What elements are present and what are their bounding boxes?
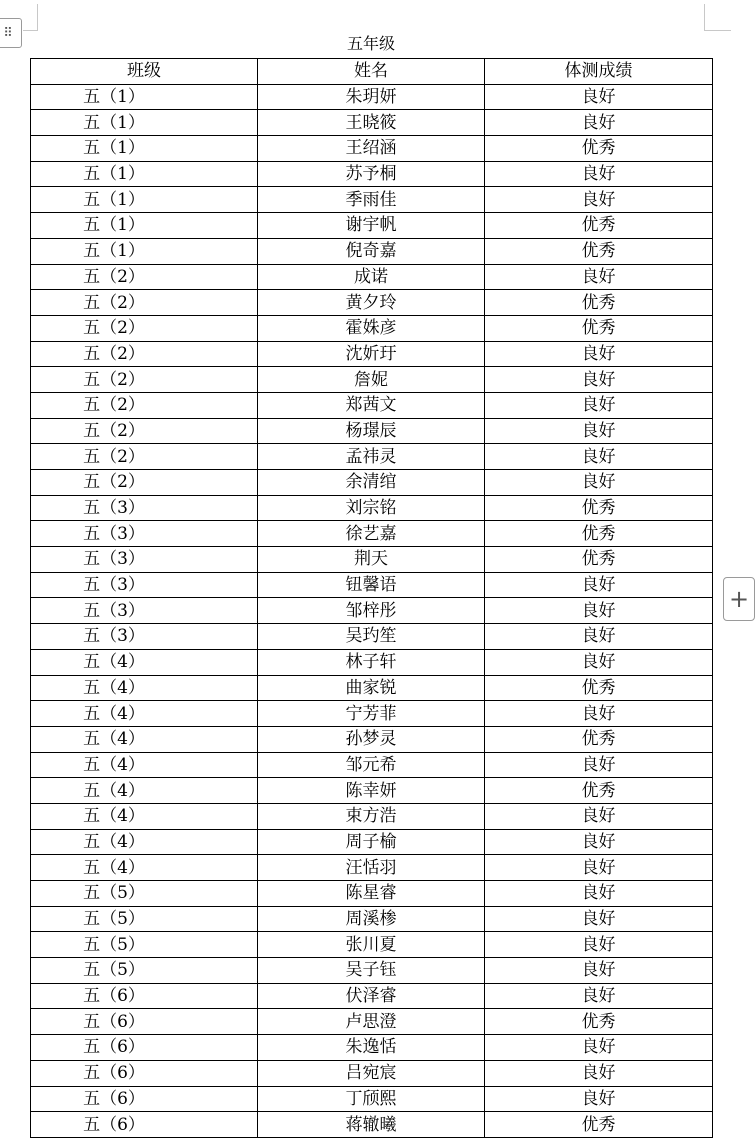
score-cell: 良好 [485, 829, 713, 855]
table-row [31, 341, 713, 367]
table-row [31, 470, 713, 496]
class-cell: 五（1） [31, 84, 258, 110]
class-cell: 五（1） [31, 187, 258, 213]
name-cell: 刘宗铭 [258, 495, 485, 521]
score-cell: 良好 [485, 392, 713, 418]
class-cell: 五（3） [31, 547, 258, 573]
score-cell: 优秀 [485, 726, 713, 752]
table-row [31, 778, 713, 804]
table-row [31, 213, 713, 239]
name-cell: 宁芳菲 [258, 701, 485, 727]
name-cell: 吴玓笙 [258, 624, 485, 650]
score-cell: 良好 [485, 418, 713, 444]
table-row [31, 701, 713, 727]
table-row [31, 726, 713, 752]
table-row [31, 290, 713, 316]
name-cell: 蒋辙曦 [258, 1112, 485, 1138]
table-row [31, 1035, 713, 1061]
score-table [30, 58, 713, 1138]
class-cell: 五（3） [31, 598, 258, 624]
class-cell: 五（2） [31, 315, 258, 341]
class-cell: 五（3） [31, 495, 258, 521]
score-cell: 良好 [485, 264, 713, 290]
score-cell: 良好 [485, 341, 713, 367]
class-cell: 五（6） [31, 1009, 258, 1035]
class-cell: 五（4） [31, 752, 258, 778]
score-cell: 优秀 [485, 495, 713, 521]
class-cell: 五（2） [31, 264, 258, 290]
page-corner-mark-left [23, 4, 38, 31]
table-row [31, 161, 713, 187]
name-cell: 季雨佳 [258, 187, 485, 213]
table-row [31, 418, 713, 444]
class-cell: 五（6） [31, 1086, 258, 1112]
class-cell: 五（6） [31, 1112, 258, 1138]
score-cell: 良好 [485, 752, 713, 778]
score-cell: 良好 [485, 803, 713, 829]
name-cell: 黄夕玲 [258, 290, 485, 316]
name-cell: 陈星睿 [258, 881, 485, 907]
table-row [31, 958, 713, 984]
table-row [31, 572, 713, 598]
table-row [31, 752, 713, 778]
table-row [31, 906, 713, 932]
class-cell: 五（1） [31, 213, 258, 239]
score-cell: 良好 [485, 701, 713, 727]
table-row [31, 547, 713, 573]
header-class: 班级 [31, 59, 258, 85]
score-cell: 良好 [485, 572, 713, 598]
header-score: 体测成绩 [485, 59, 713, 85]
class-cell: 五（6） [31, 983, 258, 1009]
name-cell: 余清绾 [258, 470, 485, 496]
score-cell: 良好 [485, 470, 713, 496]
name-cell: 郑茜文 [258, 392, 485, 418]
score-cell: 良好 [485, 906, 713, 932]
table-row [31, 624, 713, 650]
name-cell: 杨璟辰 [258, 418, 485, 444]
score-cell: 良好 [485, 367, 713, 393]
score-cell: 优秀 [485, 290, 713, 316]
table-row [31, 1086, 713, 1112]
score-cell: 良好 [485, 84, 713, 110]
score-cell: 优秀 [485, 213, 713, 239]
table-row [31, 521, 713, 547]
name-cell: 周溪椮 [258, 906, 485, 932]
class-cell: 五（6） [31, 1035, 258, 1061]
table-title: 五年级 [346, 34, 395, 53]
score-cell: 优秀 [485, 547, 713, 573]
name-cell: 孟祎灵 [258, 444, 485, 470]
table-row [31, 649, 713, 675]
score-cell: 良好 [485, 881, 713, 907]
score-cell: 良好 [485, 110, 713, 136]
table-row [31, 983, 713, 1009]
name-cell: 张川夏 [258, 932, 485, 958]
class-cell: 五（4） [31, 803, 258, 829]
table-row [31, 264, 713, 290]
class-cell: 五（2） [31, 290, 258, 316]
name-cell: 吴子钰 [258, 958, 485, 984]
page-corner-mark-right [704, 4, 731, 31]
score-cell: 良好 [485, 958, 713, 984]
score-cell: 优秀 [485, 238, 713, 264]
class-cell: 五（5） [31, 958, 258, 984]
table-row [31, 1060, 713, 1086]
name-cell: 霍姝彦 [258, 315, 485, 341]
name-cell: 林子轩 [258, 649, 485, 675]
class-cell: 五（5） [31, 906, 258, 932]
score-cell: 良好 [485, 1035, 713, 1061]
name-cell: 邹元希 [258, 752, 485, 778]
class-cell: 五（4） [31, 726, 258, 752]
name-cell: 成诺 [258, 264, 485, 290]
score-cell: 良好 [485, 444, 713, 470]
score-cell: 优秀 [485, 521, 713, 547]
score-cell: 优秀 [485, 778, 713, 804]
name-cell: 丁颀熙 [258, 1086, 485, 1112]
class-cell: 五（5） [31, 932, 258, 958]
score-cell: 良好 [485, 649, 713, 675]
score-cell: 良好 [485, 187, 713, 213]
name-cell: 汪恬羽 [258, 855, 485, 881]
name-cell: 吕宛宸 [258, 1060, 485, 1086]
name-cell: 曲家锐 [258, 675, 485, 701]
table-row [31, 84, 713, 110]
table-row [31, 803, 713, 829]
table-row [31, 495, 713, 521]
class-cell: 五（4） [31, 675, 258, 701]
score-cell: 良好 [485, 624, 713, 650]
name-cell: 王晓筱 [258, 110, 485, 136]
add-row-plus-icon[interactable]: + [723, 577, 755, 621]
name-cell: 朱逸恬 [258, 1035, 485, 1061]
table-row [31, 1009, 713, 1035]
name-cell: 陈幸妍 [258, 778, 485, 804]
name-cell: 王绍涵 [258, 136, 485, 162]
header-name: 姓名 [258, 59, 485, 85]
table-row [31, 855, 713, 881]
class-cell: 五（2） [31, 444, 258, 470]
name-cell: 朱玥妍 [258, 84, 485, 110]
score-cell: 良好 [485, 932, 713, 958]
table-row [31, 881, 713, 907]
name-cell: 徐艺嘉 [258, 521, 485, 547]
score-cell: 优秀 [485, 675, 713, 701]
class-cell: 五（2） [31, 470, 258, 496]
table-row [31, 367, 713, 393]
class-cell: 五（4） [31, 701, 258, 727]
name-cell: 孙梦灵 [258, 726, 485, 752]
table-row [31, 315, 713, 341]
name-cell: 倪奇嘉 [258, 238, 485, 264]
score-cell: 良好 [485, 1060, 713, 1086]
score-cell: 优秀 [485, 315, 713, 341]
table-header-row [31, 59, 713, 85]
table-row [31, 136, 713, 162]
score-cell: 良好 [485, 598, 713, 624]
class-cell: 五（6） [31, 1060, 258, 1086]
class-cell: 五（1） [31, 110, 258, 136]
class-cell: 五（2） [31, 418, 258, 444]
name-cell: 荆天 [258, 547, 485, 573]
score-cell: 优秀 [485, 1009, 713, 1035]
name-cell: 沈妡玗 [258, 341, 485, 367]
table-row [31, 187, 713, 213]
class-cell: 五（1） [31, 238, 258, 264]
score-cell: 良好 [485, 855, 713, 881]
class-cell: 五（3） [31, 521, 258, 547]
class-cell: 五（2） [31, 392, 258, 418]
score-cell: 良好 [485, 1086, 713, 1112]
name-cell: 钮馨语 [258, 572, 485, 598]
class-cell: 五（4） [31, 778, 258, 804]
name-cell: 伏泽睿 [258, 983, 485, 1009]
name-cell: 邹梓彤 [258, 598, 485, 624]
table-row [31, 444, 713, 470]
table-row [31, 598, 713, 624]
name-cell: 詹妮 [258, 367, 485, 393]
class-cell: 五（1） [31, 136, 258, 162]
name-cell: 卢思澄 [258, 1009, 485, 1035]
class-cell: 五（2） [31, 341, 258, 367]
class-cell: 五（3） [31, 572, 258, 598]
class-cell: 五（2） [31, 367, 258, 393]
table-row [31, 932, 713, 958]
class-cell: 五（4） [31, 855, 258, 881]
score-cell: 优秀 [485, 136, 713, 162]
class-cell: 五（1） [31, 161, 258, 187]
class-cell: 五（5） [31, 881, 258, 907]
name-cell: 束方浩 [258, 803, 485, 829]
score-cell: 优秀 [485, 1112, 713, 1138]
table-row [31, 110, 713, 136]
score-cell: 良好 [485, 983, 713, 1009]
table-row [31, 238, 713, 264]
table-row [31, 829, 713, 855]
name-cell: 苏予桐 [258, 161, 485, 187]
name-cell: 周子榆 [258, 829, 485, 855]
table-row [31, 1112, 713, 1138]
name-cell: 谢宇帆 [258, 213, 485, 239]
class-cell: 五（3） [31, 624, 258, 650]
table-move-handle-icon[interactable]: ⠿ [0, 18, 22, 48]
class-cell: 五（4） [31, 649, 258, 675]
table-row [31, 392, 713, 418]
class-cell: 五（4） [31, 829, 258, 855]
table-row [31, 675, 713, 701]
score-cell: 良好 [485, 161, 713, 187]
